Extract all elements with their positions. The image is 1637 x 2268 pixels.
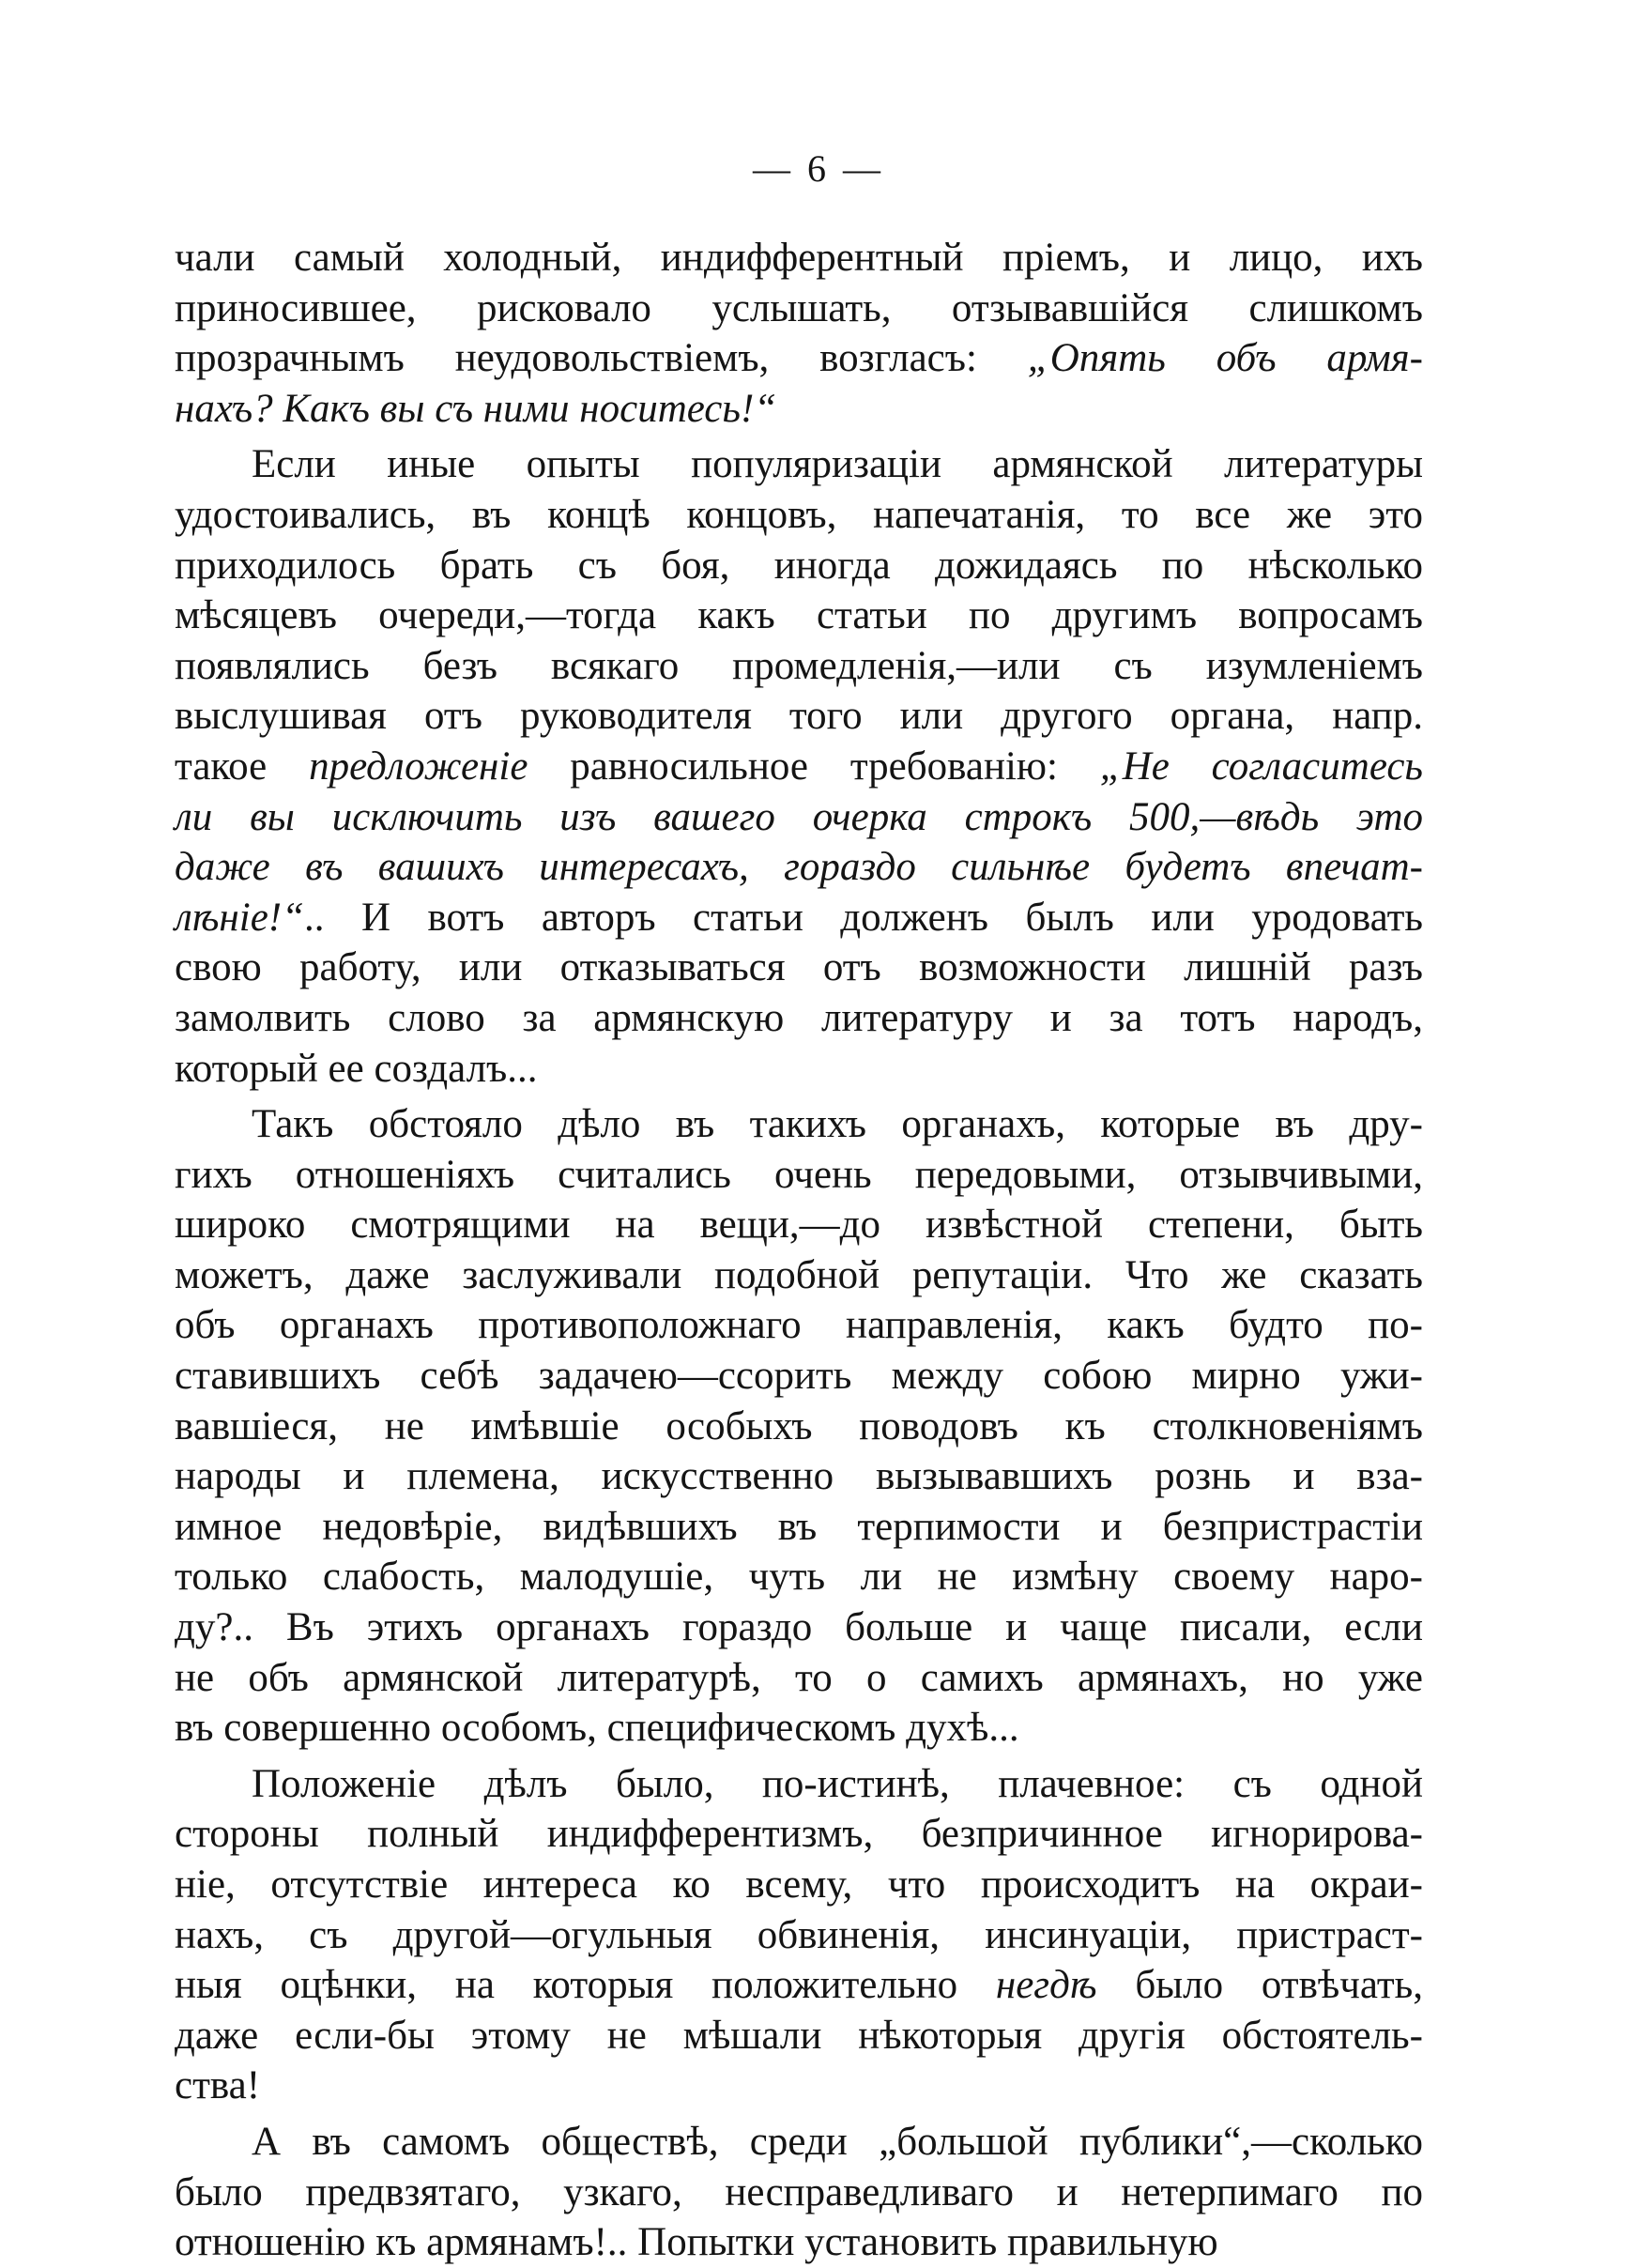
text-run: свою работу, или отказываться отъ возможности лишній разъ	[175, 945, 1423, 990]
italic-text: „Не согласитесь	[1099, 743, 1423, 789]
text-line	[175, 333, 1423, 384]
text-line	[175, 541, 1423, 591]
text-run: не объ армянской литературѣ, то о самихъ армянахъ, но уже	[175, 1655, 1423, 1700]
text-line	[175, 1300, 1423, 1351]
text-run: ставившихъ себѣ задачею—ссорить между собою мирно ужи-	[175, 1354, 1423, 1399]
text-line	[175, 233, 1423, 284]
text-run: даже если-бы этому не мѣшали нѣкоторыя другія обстоятель-	[175, 2013, 1423, 2058]
italic-text: предложеніе	[309, 743, 528, 789]
text-run: вавшіеся, не имѣвшіе особыхъ поводовъ къ столкновеніямъ	[175, 1403, 1423, 1448]
italic-text: негдѣ	[995, 1963, 1097, 2008]
text-run: можетъ, даже заслуживали подобной репутаціи. Что же сказать	[175, 1252, 1423, 1297]
text-line	[175, 439, 1423, 490]
text-line	[175, 1044, 1423, 1095]
text-line	[175, 1653, 1423, 1704]
text-run: только слабость, малодушіе, чуть ли не измѣну своему наро-	[175, 1555, 1423, 1600]
paragraph	[175, 439, 1423, 1094]
text-run: чали самый холодный, индифферентный пріемъ, и лицо, ихъ	[175, 236, 1423, 280]
text-line	[175, 2117, 1423, 2168]
text-line	[175, 1602, 1423, 1653]
text-line	[175, 1351, 1423, 1402]
text-line	[175, 384, 1423, 435]
text-run: было отвѣчать,	[1096, 1963, 1423, 2008]
text-line	[175, 1502, 1423, 1553]
text-line	[175, 2011, 1423, 2061]
text-run: ніе, отсутствіе интереса ко всему, что происходитъ на окраи-	[175, 1862, 1423, 1907]
italic-text: „Опять объ армя-	[1027, 336, 1423, 381]
text-run: Такъ обстояло дѣло въ такихъ органахъ, которые въ дру-	[252, 1102, 1423, 1147]
text-run: удостоивались, въ концѣ концовъ, напечатанія, то все же это	[175, 492, 1423, 537]
text-run: появлялись безъ всякаго промедленія,—или съ изумленіемъ	[175, 643, 1423, 688]
italic-text: ли вы исключить изъ вашего очерка строкъ 500,—вѣдь это	[175, 794, 1423, 839]
text-line	[175, 893, 1423, 943]
text-run: равносильное требованію:	[528, 743, 1100, 789]
text-line	[175, 1910, 1423, 1961]
text-line	[175, 1200, 1423, 1250]
text-line	[175, 1860, 1423, 1910]
text-line	[175, 490, 1423, 541]
paragraph	[175, 2117, 1423, 2268]
page-number: — 6 —	[753, 147, 884, 190]
text-line	[175, 842, 1423, 893]
text-line	[175, 284, 1423, 334]
text-line	[175, 792, 1423, 843]
text-run: нахъ, съ другой—огульныя обвиненія, инсинуаціи, пристраст-	[175, 1912, 1423, 1957]
text-run: такое	[175, 743, 310, 789]
paragraph	[175, 1759, 1423, 2111]
text-run: Положеніе дѣлъ было, по-истинѣ, плачевное: съ одной	[252, 1761, 1423, 1806]
text-run: .. И вотъ авторъ статьи долженъ былъ или уродовать	[304, 895, 1423, 940]
text-line	[175, 1759, 1423, 1810]
text-run: Если иные опыты популяризаціи армянской литературы	[252, 442, 1423, 487]
text-run: выслушивая отъ руководителя того или другого органа, напр.	[175, 694, 1423, 739]
text-line	[175, 641, 1423, 692]
text-line	[175, 2217, 1423, 2268]
text-line	[175, 691, 1423, 742]
text-run: мѣсяцевъ очереди,—тогда какъ статьи по другимъ вопросамъ	[175, 593, 1423, 638]
text-run: было предвзятаго, узкаго, несправедливаго и нетерпимаго по	[175, 2169, 1423, 2214]
text-run: стороны полный индифферентизмъ, безпричинное игнорирова-	[175, 1812, 1423, 1857]
text-line	[175, 1402, 1423, 1452]
text-run: отношенію къ армянамъ!.. Попытки установить правильную	[175, 2220, 1218, 2265]
text-line	[175, 1960, 1423, 2011]
italic-text: лѣніе!“	[175, 895, 305, 940]
paragraph	[175, 233, 1423, 434]
text-run: широко смотрящими на вещи,—до извѣстной степени, быть	[175, 1203, 1423, 1248]
text-line	[175, 1451, 1423, 1502]
text-line	[175, 1099, 1423, 1150]
text-line	[175, 1703, 1423, 1754]
text-run: А въ самомъ обществѣ, среди „большой публики“,—сколько	[252, 2119, 1423, 2164]
text-run: приходилось брать съ боя, иногда дожидаясь по нѣсколько	[175, 543, 1423, 588]
text-line	[175, 590, 1423, 641]
text-run: ныя оцѣнки, на которыя положительно	[175, 1963, 996, 2008]
text-run: прозрачнымъ неудовольствіемъ, возгласъ:	[175, 336, 1028, 381]
text-run: ду?.. Въ этихъ органахъ гораздо больше и чаще писали, если	[175, 1605, 1423, 1650]
text-run: народы и племена, искусственно вызывавшихъ рознь и вза-	[175, 1454, 1423, 1499]
text-run: ства!	[175, 2063, 261, 2108]
body-text	[175, 233, 1423, 2268]
text-line	[175, 2168, 1423, 2218]
text-line	[175, 742, 1423, 792]
italic-text: даже въ вашихъ интересахъ, гораздо сильнѣе будетъ впечат-	[175, 845, 1423, 890]
text-run: приносившее, рисковало услышать, отзывавшійся слишкомъ	[175, 285, 1423, 330]
text-line	[175, 1250, 1423, 1301]
text-line	[175, 942, 1423, 993]
text-run: объ органахъ противоположнаго направленія, какъ будто по-	[175, 1303, 1423, 1348]
text-run: который ее создалъ...	[175, 1046, 538, 1091]
text-run: замолвить слово за армянскую литературу и за тотъ народъ,	[175, 995, 1423, 1040]
text-line	[175, 1150, 1423, 1201]
text-line	[175, 2061, 1423, 2111]
text-line	[175, 1552, 1423, 1602]
text-line	[175, 993, 1423, 1044]
paragraph	[175, 1099, 1423, 1754]
text-run: гихъ отношеніяхъ считались очень передовыми, отзывчивыми,	[175, 1152, 1423, 1197]
italic-text: нахъ? Какъ вы съ ними носитесь!“	[175, 386, 777, 431]
text-line	[175, 1809, 1423, 1860]
text-run: имное недовѣріе, видѣвшихъ въ терпимости и безпристрастіи	[175, 1504, 1423, 1549]
text-run: въ совершенно особомъ, специфическомъ духѣ...	[175, 1706, 1019, 1751]
